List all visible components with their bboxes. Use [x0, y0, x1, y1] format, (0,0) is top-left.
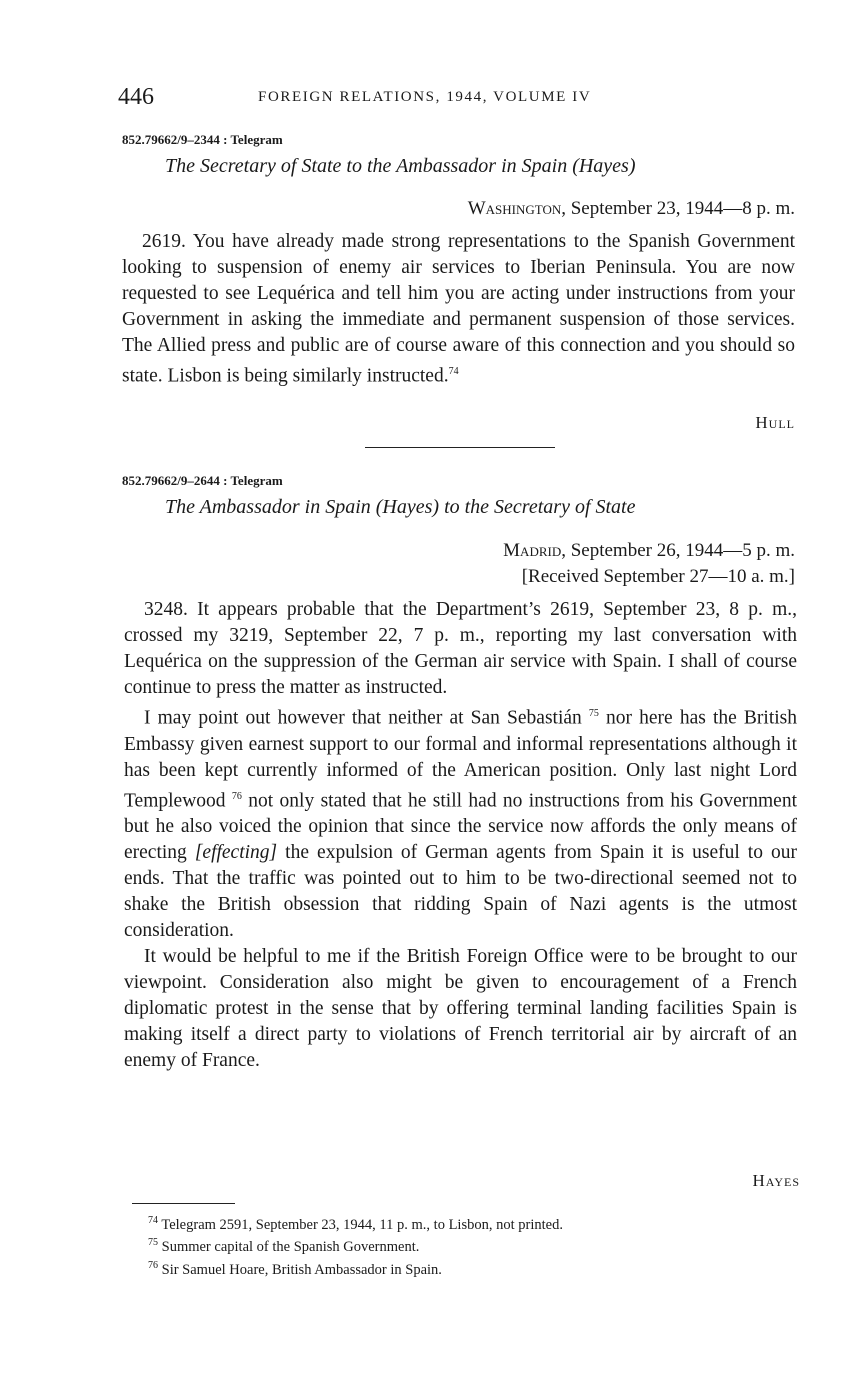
doc2-paragraph-2	[124, 701, 797, 944]
doc1-paragraph	[122, 229, 795, 390]
doc2-received-line: [Received September 27—10 a. m.]	[521, 566, 795, 587]
doc2-para2-part-a: I may point out however that neither at San Sebastián	[144, 707, 582, 729]
doc1-para1-text: 2619. You have already made strong representations to the Spanish Government looking to suspension of enemy air services to Iberian Peninsula. You are now requested to see Lequérica and tell him you are acting under instructions from your Government in asking the immediate and permanent suspension of those services. The Allied press and public are of course aware of this connection and you should so state. Lisbon is being similarly instructed.	[122, 231, 795, 387]
doc2-body	[124, 597, 797, 1074]
doc2-dateline-rest: , September 26, 1944—5 p. m.	[561, 540, 795, 561]
doc2-title: The Ambassador in Spain (Hayes) to the Secretary of State	[165, 496, 636, 518]
doc2-bracket-correction: [effecting]	[194, 842, 278, 863]
doc2-para2-part-c: not only stated that he still had no instructions from his Government but he also voiced the opinion that since the service now affords the only means of erecting	[124, 790, 798, 863]
footnote-75	[148, 1234, 798, 1256]
footnote-ref-75: 75	[588, 708, 599, 719]
doc2-file-ref: 852.79662/9–2644 : Telegram	[122, 473, 283, 488]
doc2-dateline	[300, 540, 795, 562]
footnote-mark: 76	[148, 1259, 158, 1271]
footnote-mark: 75	[148, 1237, 158, 1249]
footnote-divider	[132, 1203, 235, 1204]
doc2-paragraph-1: 3248. It appears probable that the Department’s 2619, September 23, 8 p. m., crossed my 3219, September 22, 7 p. m., reporting my last conversation with Lequérica on the suppression of the German air service with Spain. I shall of course continue to press the matter as instructed.	[124, 599, 797, 698]
footnote-76	[148, 1257, 798, 1279]
page-header	[118, 84, 808, 114]
page-number: 446	[118, 84, 154, 110]
doc2-dateline-place: Madrid	[503, 540, 562, 561]
footnote-text: Telegram 2591, September 23, 1944, 11 p. m., to Lisbon, not printed.	[161, 1216, 563, 1233]
doc1-dateline	[300, 198, 795, 220]
doc2-para2-part-d: the expulsion of German agents from Spain it is useful to our ends. That the traffic was pointed out to him to be two-directional seemed not to shake the British obsession that ridding Spain of Nazi agents is the utmost consideration.	[124, 842, 797, 941]
section-divider	[365, 447, 555, 448]
footnotes	[148, 1212, 798, 1279]
footnote-text: Summer capital of the Spanish Government.	[161, 1239, 420, 1256]
doc1-dateline-rest: , September 23, 1944—8 p. m.	[561, 198, 795, 219]
running-head: FOREIGN RELATIONS, 1944, VOLUME IV	[258, 89, 592, 105]
doc1-signature: Hull	[755, 413, 795, 432]
doc1-file-ref: 852.79662/9–2344 : Telegram	[122, 132, 283, 147]
footnote-text: Sir Samuel Hoare, British Ambassador in Spain.	[161, 1261, 442, 1278]
footnote-74	[148, 1212, 798, 1234]
footnote-ref-76: 76	[231, 790, 242, 802]
doc1-title: The Secretary of State to the Ambassador in Spain (Hayes)	[165, 155, 636, 177]
footnote-ref-74: 74	[448, 366, 459, 377]
footnote-mark: 74	[148, 1215, 158, 1226]
doc2-para2-part-b: nor here has the British Embassy given earnest support to our formal and informal representations although it has been kept currently informed of the American position. Only last night Lord Templewood	[124, 707, 797, 811]
doc1-dateline-place: Washington	[467, 198, 562, 219]
doc2-signature: Hayes	[752, 1171, 800, 1190]
doc1-body	[122, 229, 795, 390]
doc2-paragraph-3: It would be helpful to me if the British Foreign Office were to be brought to our viewpoint. Consideration also might be given to encouragement of a French diplomatic protest in the sense that by offering terminal landing facilities Spain is making itself a direct party to violations of French territorial air by aircraft of an enemy of France.	[124, 946, 797, 1071]
